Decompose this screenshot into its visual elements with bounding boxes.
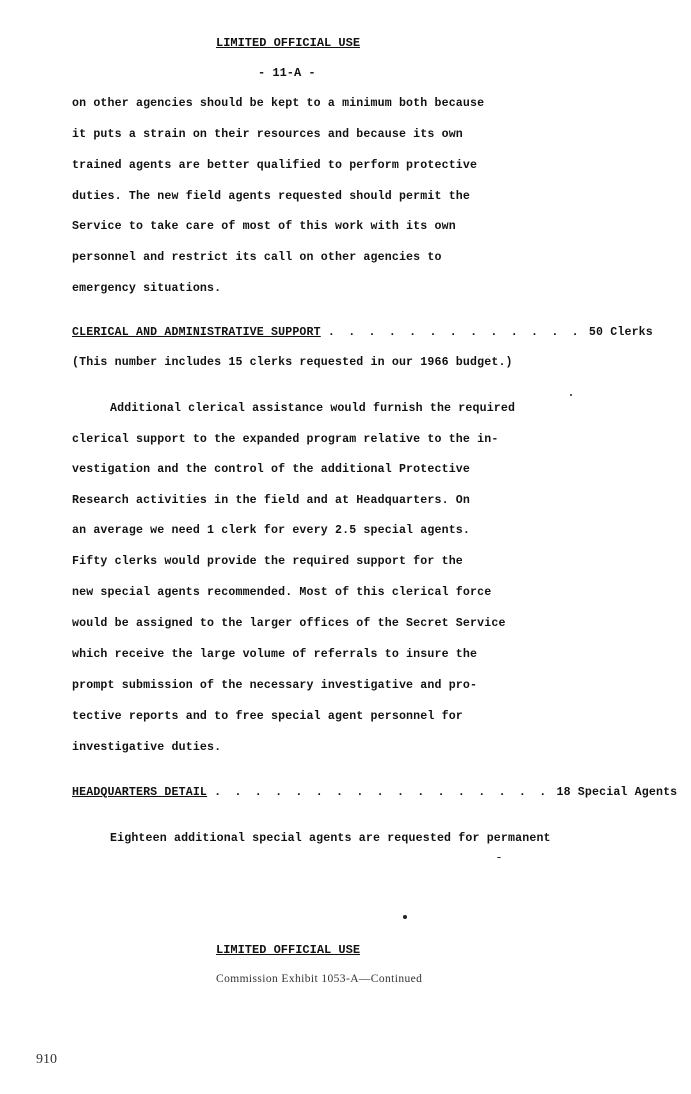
text-line: trained agents are better qualified to perform protective [72, 159, 478, 172]
text-line: personnel and restrict its call on other agencies to [72, 251, 442, 264]
text-line: Service to take care of most of this work with its own [72, 220, 456, 233]
text-line: duties. The new field agents requested should permit the [72, 190, 471, 203]
text-line: which receive the large volume of referrals to insure the [72, 648, 478, 661]
section-heading: CLERICAL AND ADMINISTRATIVE SUPPORT [72, 326, 321, 339]
page-number: 910 [36, 1052, 57, 1067]
section-note: (This number includes 15 clerks requested in our 1966 budget.) [72, 356, 513, 369]
scan-speck [570, 394, 572, 396]
paragraph-3: Eighteen additional special agents are requested for permanent [110, 832, 551, 845]
text-line: Additional clerical assistance would furnish the required [110, 402, 516, 415]
text-line: tective reports and to free special agent personnel for [72, 710, 463, 723]
text-line: new special agents recommended. Most of this clerical force [72, 586, 492, 599]
dot-leader: . . . . . . . . . . . . . [327, 326, 582, 339]
page-reference: - 11-A - [258, 66, 316, 80]
exhibit-caption: Commission Exhibit 1053-A—Continued [216, 973, 423, 985]
text-line: investigative duties. [72, 741, 222, 754]
text-line: it puts a strain on their resources and because its own [72, 128, 463, 141]
text-line: emergency situations. [72, 282, 222, 295]
footer-classification: LIMITED OFFICIAL USE [216, 943, 361, 957]
text-line: on other agencies should be kept to a minimum both because [72, 97, 485, 110]
header-classification: LIMITED OFFICIAL USE [216, 36, 361, 50]
text-line: Fifty clerks would provide the required support for the [72, 555, 463, 568]
scan-speck [403, 915, 407, 919]
scan-speck [497, 857, 501, 858]
section-count: 50 Clerks [588, 326, 653, 339]
section-count: 18 Special Agents [556, 786, 678, 799]
text-line: Research activities in the field and at Headquarters. On [72, 494, 471, 507]
text-line: clerical support to the expanded program relative to the in- [72, 433, 499, 446]
text-line: vestigation and the control of the additional Protective [72, 463, 471, 476]
text-line: an average we need 1 clerk for every 2.5 special agents. [72, 524, 471, 537]
text-line: would be assigned to the larger offices of the Secret Service [72, 617, 506, 630]
text-line: prompt submission of the necessary investigative and pro- [72, 679, 478, 692]
section-heading-line [72, 786, 677, 799]
section-heading: HEADQUARTERS DETAIL [72, 786, 208, 799]
section-heading-line [72, 326, 653, 339]
dot-leader: . . . . . . . . . . . . . . . . . [214, 786, 550, 799]
